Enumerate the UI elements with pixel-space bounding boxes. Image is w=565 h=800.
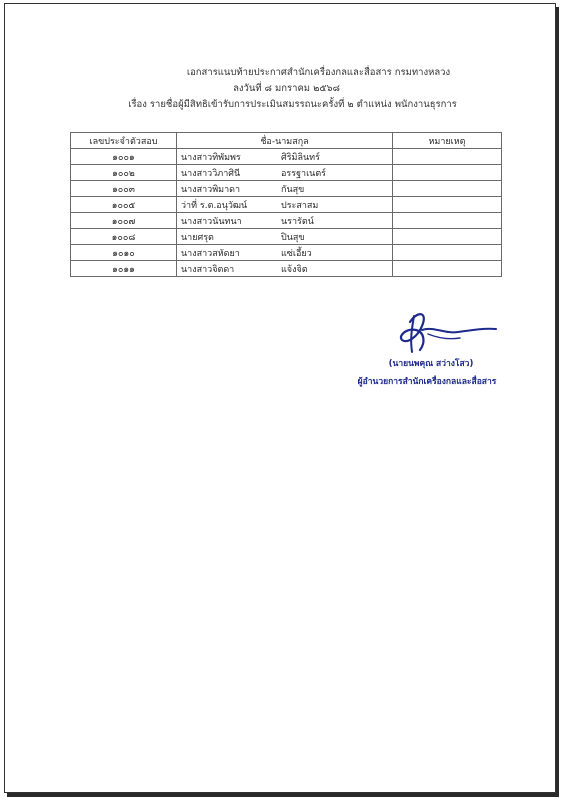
- first-name: นางสาวสหัดยา: [181, 248, 240, 259]
- last-name: แซ่เอี้ยว: [281, 248, 312, 259]
- document-page: [4, 3, 556, 793]
- candidate-name: [177, 165, 393, 181]
- signer-title: ผู้อำนวยการสำนักเครื่องกลและสื่อสาร: [357, 377, 497, 387]
- first-name: นางสาวจิตดา: [181, 264, 235, 275]
- column-header-id: เลขประจำตัวสอบ: [71, 133, 177, 149]
- last-name: ศิริมิลินทร์: [281, 152, 320, 163]
- last-name: ปินสุข: [281, 232, 305, 243]
- table-row: [71, 229, 502, 245]
- last-name: อรรฐาเนตร์: [281, 168, 326, 179]
- first-name: นางสาวพิมาดา: [181, 184, 241, 195]
- candidate-name: [177, 229, 393, 245]
- candidate-id: ๑๐๐๘: [71, 229, 177, 245]
- last-name: กันสุข: [281, 184, 305, 195]
- first-name: ว่าที่ ร.ต.อนุวัฒน์: [181, 200, 248, 211]
- candidate-note: [393, 245, 502, 261]
- candidate-note: [393, 181, 502, 197]
- candidate-name: [177, 245, 393, 261]
- candidate-id: ๑๐๑๑: [71, 261, 177, 277]
- candidate-note: [393, 229, 502, 245]
- candidate-id: ๑๐๐๒: [71, 165, 177, 181]
- candidate-note: [393, 149, 502, 165]
- candidate-note: [393, 197, 502, 213]
- candidate-id: ๑๐๐๕: [71, 197, 177, 213]
- last-name: ประสาสม: [281, 200, 319, 211]
- candidate-table: [70, 132, 502, 277]
- candidate-id: ๑๐๐๓: [71, 181, 177, 197]
- table-header-row: [71, 133, 502, 149]
- table-row: [71, 213, 502, 229]
- first-name: นายศรุต: [181, 232, 214, 243]
- candidate-name: [177, 261, 393, 277]
- candidate-name: [177, 197, 393, 213]
- column-header-name: ชื่อ-นามสกุล: [177, 133, 393, 149]
- table-row: [71, 245, 502, 261]
- last-name: แจ้งจิต: [281, 264, 308, 275]
- last-name: นรารัตน์: [281, 216, 314, 227]
- candidate-note: [393, 261, 502, 277]
- candidate-id: ๑๐๑๐: [71, 245, 177, 261]
- table-row: [71, 181, 502, 197]
- table-body: [71, 149, 502, 277]
- handwritten-signature: [388, 300, 498, 360]
- table-row: [71, 197, 502, 213]
- table-row: [71, 261, 502, 277]
- first-name: นางสาวทิพัมพร: [181, 152, 241, 163]
- signer-name: (นายนพคุณ สว่างโสว): [388, 359, 474, 369]
- candidate-note: [393, 165, 502, 181]
- table-row: [71, 149, 502, 165]
- table-row: [71, 165, 502, 181]
- candidate-name: [177, 181, 393, 197]
- first-name: นางสาวนันทนา: [181, 216, 242, 227]
- header-subject-line: เรื่อง รายชื่อผู้มีสิทธิเข้ารับการประเมินสมรรถนะครั้งที่ ๒ ตำแหน่ง พนักงานธุรการ: [128, 99, 457, 110]
- candidate-name: [177, 213, 393, 229]
- candidate-name: [177, 149, 393, 165]
- first-name: นางสาววิภาศินี: [181, 168, 241, 179]
- header-line-1: เอกสารแนบท้ายประกาศสำนักเครื่องกลและสื่อสาร กรมทางหลวง: [186, 67, 451, 78]
- header-date-line: ลงวันที่ ๘ มกราคม ๒๕๖๘: [233, 83, 340, 94]
- candidate-id: ๑๐๐๗: [71, 213, 177, 229]
- candidate-note: [393, 213, 502, 229]
- candidate-id: ๑๐๐๑: [71, 149, 177, 165]
- column-header-note: หมายเหตุ: [393, 133, 502, 149]
